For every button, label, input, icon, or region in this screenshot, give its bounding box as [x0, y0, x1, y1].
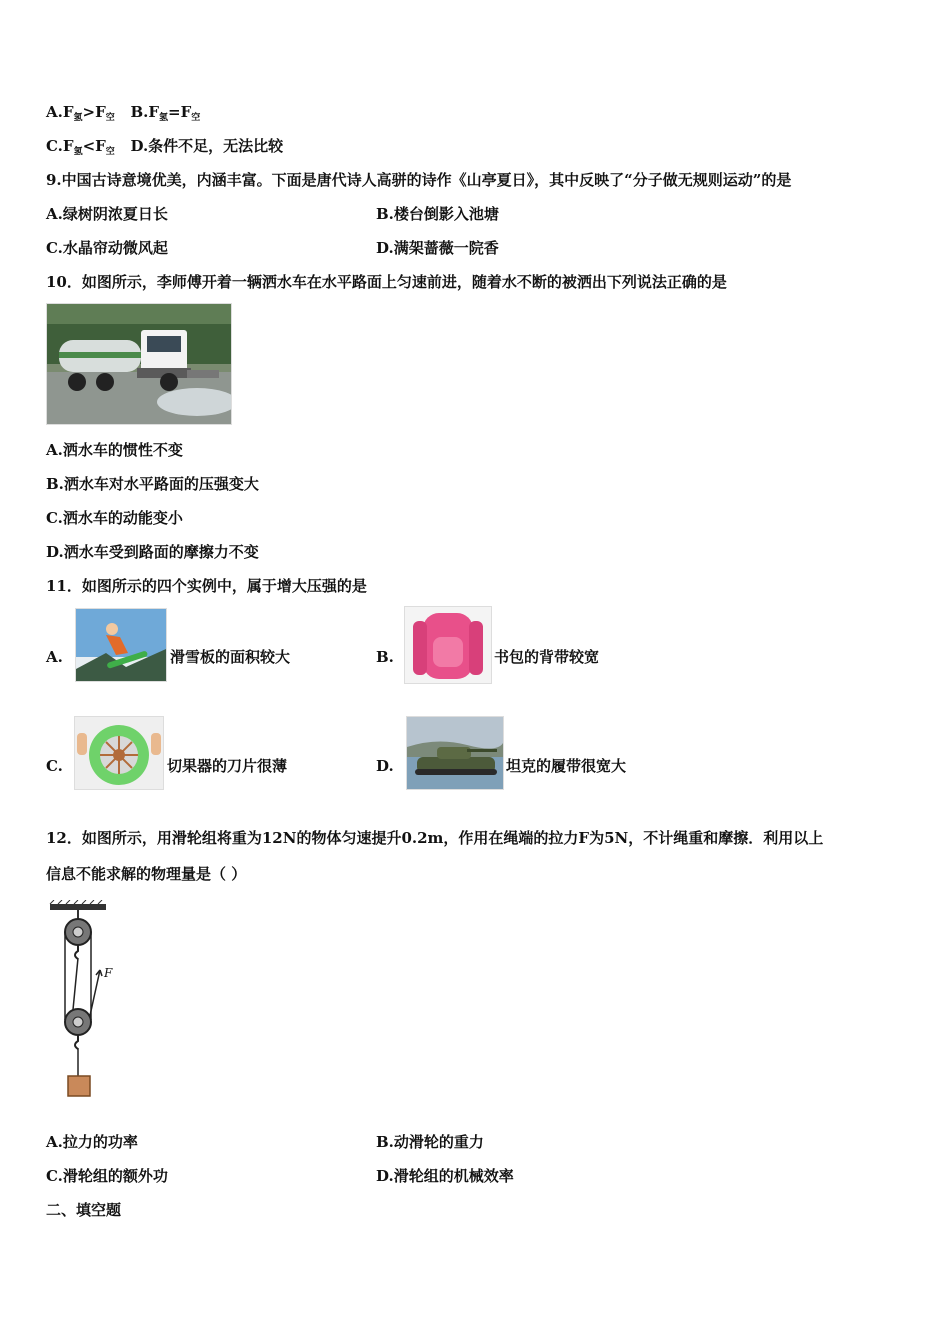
q8-a-letter: A.	[46, 103, 63, 121]
q11-b-letter: B.	[376, 648, 394, 666]
q11-c-text: 切果器的刀片很薄	[167, 757, 288, 775]
q8-options-row1	[46, 102, 200, 128]
q8-d-option: D.条件不足，无法比较	[130, 137, 284, 155]
q8-b-rel: =F	[168, 103, 192, 121]
fruit-cutter-image	[74, 716, 164, 790]
q12-stem-line2: 信息不能求解的物理量是（ ）	[46, 865, 247, 883]
q8-c-rel: <F	[82, 137, 106, 155]
q11-a-text: 滑雪板的面积较大	[170, 648, 291, 666]
pulley-system-drawing	[44, 900, 124, 1104]
q11-stem: 11．如图所示的四个实例中，属于增大压强的是	[46, 577, 367, 595]
q12-stem-line1: 12．如图所示，用滑轮组将重为12N的物体匀速提升0.2m，作用在绳端的拉力F为5N，不计绳重和摩擦．利用以上	[46, 829, 824, 847]
q12-option-b: B.动滑轮的重力	[376, 1133, 484, 1151]
q8-a-sub2: 空	[105, 113, 115, 123]
sprinkler-truck-image	[46, 303, 232, 425]
q9-option-d: D.满架蔷薇一院香	[376, 239, 499, 257]
q8-b-sym: F	[148, 103, 160, 121]
q9-option-c: C.水晶帘动微风起	[46, 239, 168, 257]
q8-b-sub2: 空	[191, 113, 201, 123]
q8-c-letter: C.	[46, 137, 63, 155]
sprinkler-truck-drawing	[47, 304, 231, 424]
tank-image	[406, 716, 504, 790]
q8-b-letter: B.	[130, 103, 149, 121]
q9-option-b: B.楼台倒影入池塘	[376, 205, 499, 223]
q12-option-d: D.滑轮组的机械效率	[376, 1167, 514, 1185]
tank-drawing	[407, 717, 503, 789]
q8-c-sym: F	[62, 137, 74, 155]
section-heading: 二、填空题	[46, 1201, 122, 1219]
q10-option-c: C.洒水车的动能变小	[46, 509, 183, 527]
q12-option-c: C.滑轮组的额外功	[46, 1167, 168, 1185]
q11-c-letter: C.	[46, 757, 63, 775]
q8-a-sym: F	[62, 103, 74, 121]
q8-a-rel: >F	[82, 103, 106, 121]
q8-b-sub1: 氢	[159, 113, 169, 123]
q12-option-a: A.拉力的功率	[46, 1133, 138, 1151]
q11-a-letter: A.	[46, 648, 63, 666]
q9-option-a: A.绿树阴浓夏日长	[46, 205, 168, 223]
force-label: F	[104, 966, 113, 980]
q8-c-sub1: 氢	[73, 147, 83, 157]
q11-d-text: 坦克的履带很宽大	[506, 757, 627, 775]
q10-option-b: B.洒水车对水平路面的压强变大	[46, 475, 259, 493]
q10-option-a: A.洒水车的惯性不变	[46, 441, 183, 459]
backpack-drawing	[405, 607, 491, 683]
backpack-image	[404, 606, 492, 684]
q8-options-row2	[46, 136, 283, 162]
q8-c-sub2: 空	[105, 147, 115, 157]
snowboard-image	[75, 608, 167, 682]
q10-option-d: D.洒水车受到路面的摩擦力不变	[46, 543, 259, 561]
q11-d-letter: D.	[376, 757, 394, 775]
q9-stem: 9.中国古诗意境优美，内涵丰富。下面是唐代诗人高骈的诗作《山亭夏日》，其中反映了“分子做无规则运动”的是	[46, 171, 792, 189]
q10-stem: 10．如图所示，李师傅开着一辆洒水车在水平路面上匀速前进，随着水不断的被洒出下列说法正确的是	[46, 273, 727, 291]
q11-b-text: 书包的背带较宽	[494, 648, 600, 666]
fruit-cutter-drawing	[75, 717, 163, 789]
pulley-diagram	[44, 900, 124, 1104]
q8-a-sub1: 氢	[73, 113, 83, 123]
snowboarder-drawing	[76, 609, 166, 681]
